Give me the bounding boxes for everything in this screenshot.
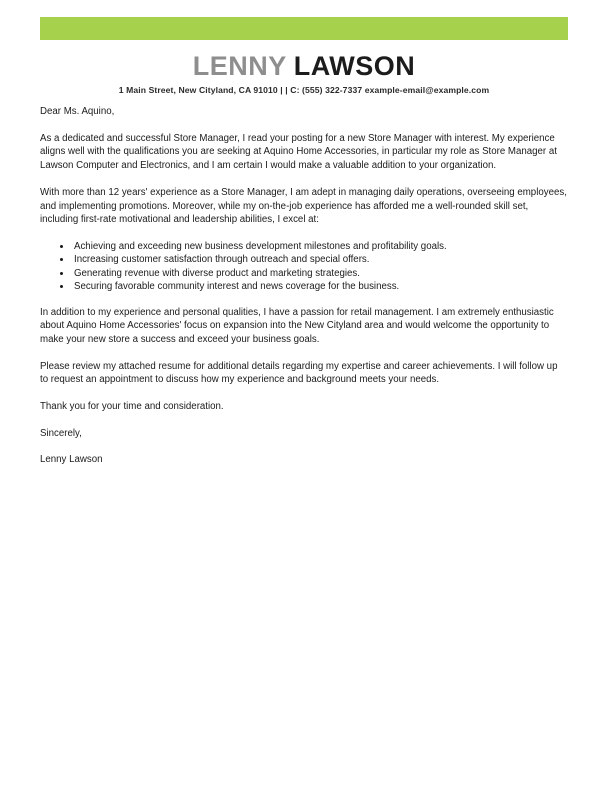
candidate-first-name: LENNY [192, 51, 287, 81]
bullet-item: • Achieving and exceeding new business development milestones and profitability goals. [72, 240, 568, 253]
bullet-item: • Increasing customer satisfaction through outreach and special offers. [72, 253, 568, 266]
header-accent-bar [40, 17, 568, 40]
signature-name: Lenny Lawson [40, 454, 103, 466]
salutation: Dear Ms. Aquino, [40, 106, 115, 117]
letter-body [40, 105, 568, 467]
bullet-item: • Generating revenue with diverse product and marketing strategies. [72, 267, 568, 280]
paragraph-followup: Please review my attached resume for additional details regarding my expertise and career achievements. I will follow up to request an appointment to discuss how my experience and background meets your needs. [40, 360, 558, 386]
document-header [40, 52, 568, 95]
paragraph-experience: With more than 12 years' experience as a Store Manager, I am adept in managing daily operations, overseeing employees, and implementing promotions. Moreover, while my on-the-job experience has afforded me a well-rounded skill set, including first-rate motivational and leadership abilities, I excel at: [40, 186, 567, 226]
skills-bullet-list [40, 240, 568, 294]
signoff: Sincerely, [40, 427, 82, 439]
paragraph-passion: In addition to my experience and personal qualities, I have a passion for retail management. I am extremely enthusiastic about Aquino Home Accessories' focus on expansion into the New Cityland area and would welcome the opportunity to make your new store a success and exceed your business goals. [40, 306, 554, 345]
bullet-item: • Securing favorable community interest and news coverage for the business. [72, 280, 568, 293]
thanks-line: Thank you for your time and consideration. [40, 401, 224, 413]
contact-info: 1 Main Street, New Cityland, CA 91010 | | C: (555) 322-7337 example-email@example.com [118, 85, 490, 95]
paragraph-intro: As a dedicated and successful Store Manager, I read your posting for a new Store Manager with interest. My experience aligns well with the qualifications you are seeking at Aquino Home Accessories, in particular my role as Store Manager at Lawson Computer and Electronics, and I am certain I would make a valuable addition to your organization. [40, 132, 557, 172]
candidate-last-name: LAWSON [293, 51, 416, 81]
candidate-name [40, 52, 568, 80]
